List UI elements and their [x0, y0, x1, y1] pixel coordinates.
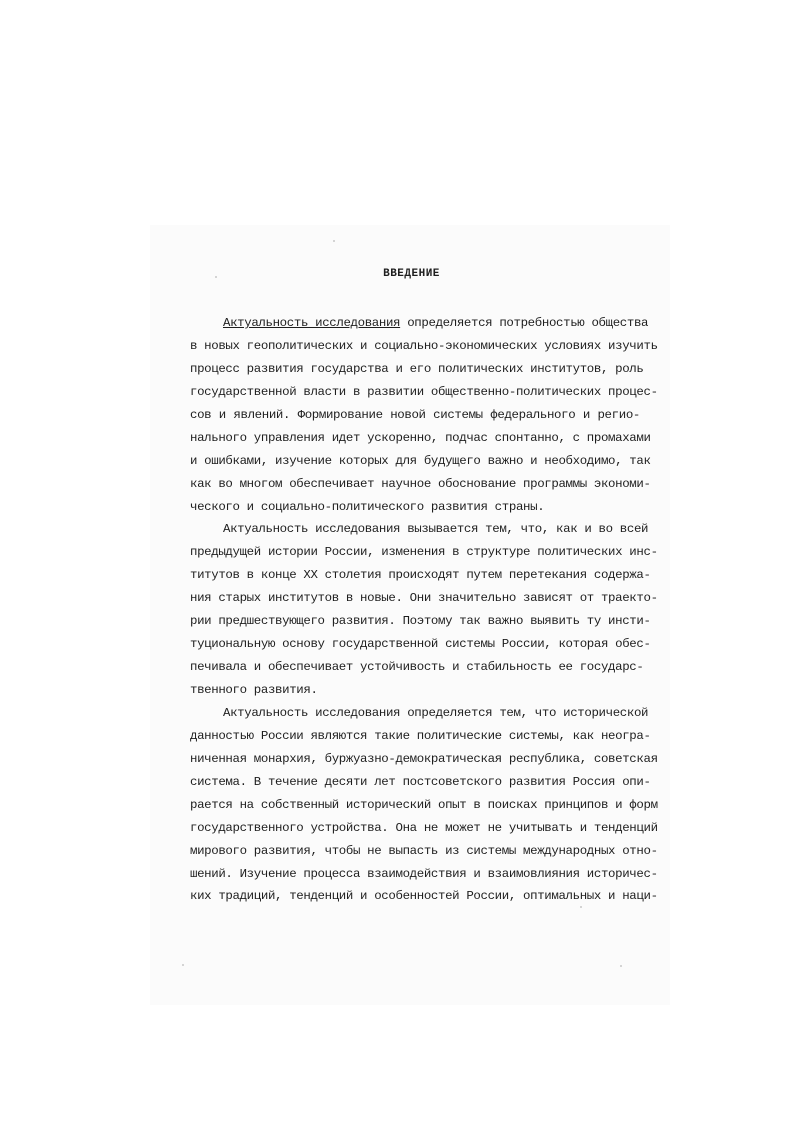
- text-line: предыдущей истории России, изменения в структуре политических инс-: [190, 545, 658, 560]
- text-line: шений. Изучение процесса взаимодействия и взаимовлияния историчес-: [190, 866, 658, 881]
- text-line: Актуальность исследования вызывается тем, что, как и во всей: [223, 522, 649, 537]
- text-line: нального управления идет ускоренно, подчас спонтанно, с промахами: [190, 430, 651, 445]
- text-line: в новых геополитических и социально-экономических условиях изучить: [190, 338, 658, 353]
- underlined-lead: Актуальность исследования: [223, 316, 401, 330]
- line-text: определяется потребностью общества: [400, 316, 649, 330]
- text-line: государственного устройства. Она не может не учитывать и тенденций: [190, 820, 658, 835]
- text-line: процесс развития государства и его политических институтов, роль: [190, 361, 644, 376]
- text-line: мирового развития, чтобы не выпасть из системы международных отно-: [190, 843, 658, 858]
- text-line: данностью России являются такие политические системы, как неогра-: [190, 728, 651, 743]
- text-line: ческого и социально-политического развития страны.: [190, 499, 545, 514]
- text-line: рии предшествующего развития. Поэтому так важно выявить ту инсти-: [190, 614, 651, 629]
- text-line: титутов в конце XX столетия происходят путем перетекания содержа-: [190, 568, 651, 583]
- text-line: печивала и обеспечивает устойчивость и стабильность ее государс-: [190, 660, 644, 675]
- text-line: сов и явлений. Формирование новой системы федерального и регио-: [190, 407, 640, 422]
- body-text: [190, 312, 658, 908]
- text-line: твенного развития.: [190, 683, 318, 697]
- text-line: ниченная монархия, буржуазно-демократическая республика, советская: [190, 751, 658, 766]
- text-line: туциональную основу государственной системы России, которая обес-: [190, 637, 651, 652]
- text-line: государственной власти в развитии общественно-политических процес-: [190, 384, 658, 399]
- scan-speck: [333, 240, 335, 242]
- text-line: Актуальность исследования определяется тем, что исторической: [223, 705, 649, 720]
- page-title: ВВЕДЕНИЕ: [383, 268, 440, 280]
- text-line: система. В течение десяти лет постсоветского развития Россия опи-: [190, 774, 651, 789]
- text-line: ния старых институтов в новые. Они значительно зависят от траекто-: [190, 591, 658, 606]
- scan-speck: [182, 964, 184, 966]
- text-line: [190, 312, 649, 335]
- text-line: и ошибками, изучение которых для будущего важно и необходимо, так: [190, 453, 651, 468]
- text-line: рается на собственный исторический опыт в поисках принципов и форм: [190, 797, 658, 812]
- text-line: ких традиций, тенденций и особенностей России, оптимальных и наци-: [190, 889, 658, 904]
- text-line: как во многом обеспечивает научное обоснование программы экономи-: [190, 476, 651, 491]
- scan-speck: [620, 965, 622, 967]
